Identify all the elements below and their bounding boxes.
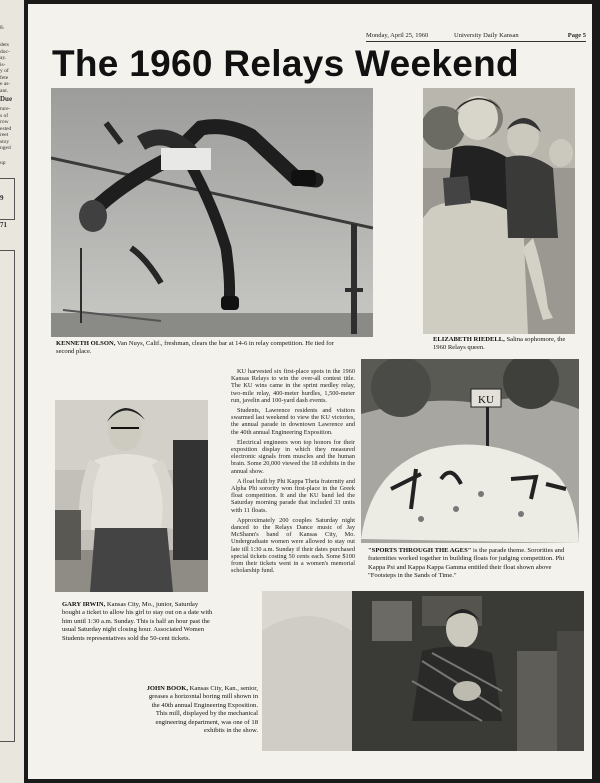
edge-text-fragment: g, — [0, 24, 5, 30]
article-paragraph: A float built by Phi Kappa Theta fraternity and Alpha Phi sorority won first-place in the Greek float competition. It and the KU band led the Saturday morning parade that included 33 units with 11 floats. — [231, 477, 355, 514]
adjacent-page-edge — [0, 0, 24, 783]
edge-text-fragment: dets doc- ay. is- y of fete e as- ant. — [0, 42, 11, 94]
edge-text-fragment: 71 — [0, 222, 7, 229]
edge-text-fragment: up — [0, 160, 6, 166]
parade-float-photo — [361, 359, 579, 543]
article-paragraph: Electrical engineers won top honors for their exposition display in which they measured electronic signals from muscles and the human brain. Some 20,000 viewed the 18 exhibits in the annual show. — [231, 438, 355, 475]
header-paper-name: University Daily Kansan — [454, 32, 519, 39]
edge-text-fragment: ture- s of row ested reet stoy nged — [0, 106, 12, 151]
caption-text: Kansas City, Kan., senior, greases a horizontal boring mill shown in the 40th annual Engineering Exposition. This mill, displayed by the mechanical engineering department, was one of 18 exhibits in the show. — [148, 685, 258, 735]
caption-name: GARY IRWIN, — [62, 601, 106, 608]
pole-vault-photo — [51, 88, 373, 337]
riedell-caption — [433, 336, 575, 353]
relays-article — [231, 368, 355, 577]
caption-text: Van Nuys, Calif., freshman, clears the bar at 14-6 in relay competition. He tied for second place. — [56, 340, 334, 356]
article-paragraph: Students, Lawrence residents and visitors swarmed last weekend to view the KU victories, the annual parade in downtown Lawrence and the 40th annual Engineering Exposition. — [231, 407, 355, 436]
irwin-photo — [55, 400, 208, 592]
float-sign-text: KU — [478, 394, 494, 406]
edge-text-fragment: 9 — [0, 195, 4, 202]
relays-queen-photo — [423, 88, 575, 334]
header-page-number: Page 5 — [567, 32, 586, 39]
boring-mill-photo — [262, 591, 584, 751]
page-header — [366, 32, 586, 42]
caption-name: JOHN BOOK, — [146, 685, 188, 692]
caption-name: KENNETH OLSON, — [56, 340, 116, 347]
book-caption — [146, 685, 258, 735]
newspaper-page — [28, 4, 592, 779]
edge-text-fragment: Due — [0, 96, 13, 103]
article-paragraph: Approximately 200 couples Saturday night danced to the Relays Dance music of Jay McShann's band of Kansas City, Mo. Undergraduate women were allowed to stay out late till 1:30 a.m. Sunday if their dates purchased special tickets costing 50 cents each. Some $100 from their tickets went in a women's memorial scholarship fund. — [231, 516, 355, 575]
caption-text: Kansas City, Mo., junior, Saturday bought a ticket to allow his girl to stay out on a date with him until 1:30 a.m. Sunday. This is half an hour past the usual Saturday night closing hour. Associated Women Students representatives sold the 50-cent tickets. — [62, 601, 213, 642]
page-headline: The 1960 Relays Weekend — [52, 43, 519, 84]
caption-name: ELIZABETH RIEDELL, — [433, 336, 505, 343]
caption-text: is the parade theme. Sororities and fraternities worked together in building floats for judging competition. Phi Kappa Psi and Kappa Kappa Gamma entitled their float shown above "Footsteps in the Sands of Time." — [368, 547, 565, 580]
header-date: Monday, April 25, 1960 — [366, 32, 429, 39]
irwin-caption — [62, 601, 214, 643]
caption-text: Salina sophomore, the 1960 Relays queen. — [433, 336, 566, 352]
olson-caption — [56, 340, 348, 357]
caption-name: "SPORTS THROUGH THE AGES" — [368, 547, 472, 554]
sports-caption — [368, 547, 580, 581]
edge-box — [0, 250, 15, 742]
article-paragraph: KU harvested six first-place spots in the 1960 Kansas Relays to win the over-all contest title. The KU wins came in the sprint medley relay, two-mile relay, 400-meter hurdles, 1,500-meter run, javelin and 100-yard dash events. — [231, 368, 355, 404]
